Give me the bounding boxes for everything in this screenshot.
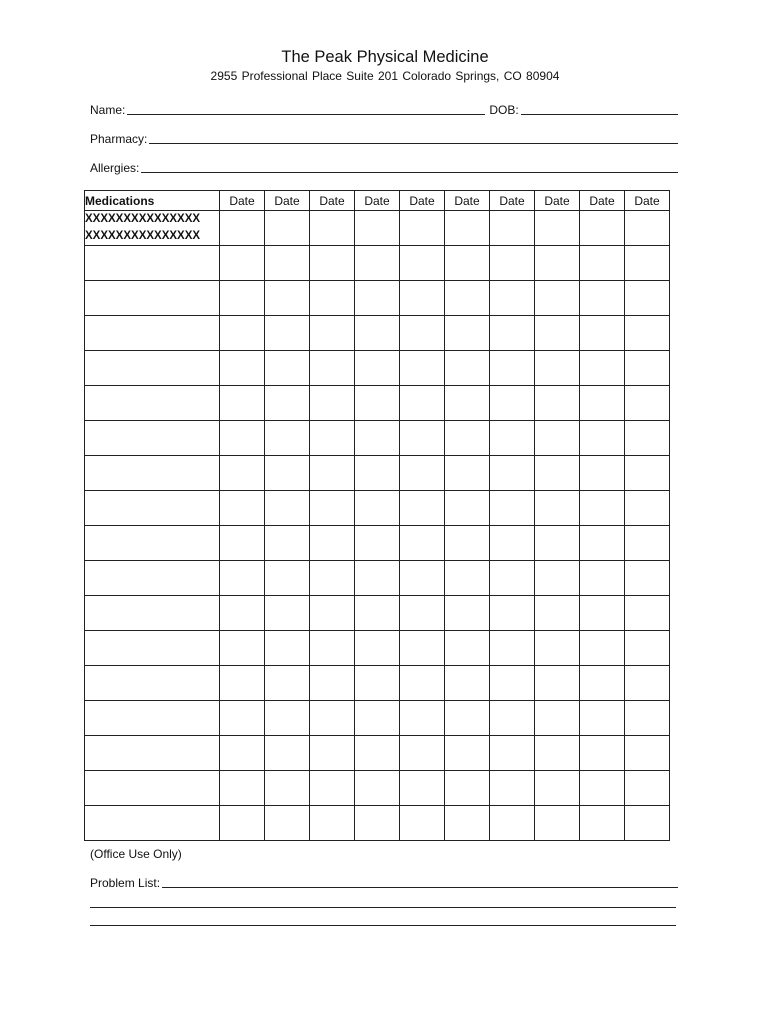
date-cell[interactable] bbox=[400, 386, 445, 421]
table-row bbox=[85, 631, 670, 666]
date-cell[interactable] bbox=[535, 491, 580, 526]
date-cell[interactable] bbox=[490, 211, 535, 246]
date-cell[interactable] bbox=[490, 666, 535, 701]
date-cell[interactable] bbox=[535, 631, 580, 666]
date-cell[interactable] bbox=[310, 631, 355, 666]
date-cell[interactable] bbox=[490, 281, 535, 316]
date-cell[interactable] bbox=[220, 211, 265, 246]
date-cell[interactable] bbox=[445, 421, 490, 456]
date-cell[interactable] bbox=[220, 421, 265, 456]
date-cell[interactable] bbox=[580, 701, 625, 736]
pharmacy-field[interactable] bbox=[149, 142, 678, 144]
date-cell[interactable] bbox=[625, 631, 670, 666]
date-cell[interactable] bbox=[445, 631, 490, 666]
problem-list-line[interactable] bbox=[90, 907, 676, 908]
date-cell[interactable] bbox=[400, 456, 445, 491]
table-row bbox=[85, 491, 670, 526]
date-cell[interactable] bbox=[580, 421, 625, 456]
date-header: Date bbox=[445, 191, 490, 211]
date-cell[interactable] bbox=[220, 631, 265, 666]
date-cell[interactable] bbox=[535, 281, 580, 316]
medication-cell[interactable] bbox=[85, 701, 220, 736]
date-header: Date bbox=[490, 191, 535, 211]
date-cell[interactable] bbox=[580, 456, 625, 491]
date-cell[interactable] bbox=[445, 491, 490, 526]
date-cell[interactable] bbox=[355, 246, 400, 281]
date-cell[interactable] bbox=[400, 631, 445, 666]
date-cell[interactable] bbox=[490, 561, 535, 596]
date-cell[interactable] bbox=[625, 526, 670, 561]
date-cell[interactable] bbox=[445, 526, 490, 561]
name-field[interactable] bbox=[127, 113, 485, 115]
name-dob-row bbox=[90, 103, 678, 117]
date-cell[interactable] bbox=[580, 246, 625, 281]
table-row bbox=[85, 281, 670, 316]
date-cell[interactable] bbox=[265, 736, 310, 771]
date-cell[interactable] bbox=[355, 701, 400, 736]
date-cell[interactable] bbox=[310, 491, 355, 526]
medications-table bbox=[84, 190, 670, 841]
date-cell[interactable] bbox=[535, 421, 580, 456]
medication-cell[interactable] bbox=[85, 211, 220, 246]
date-cell[interactable] bbox=[535, 561, 580, 596]
date-cell[interactable] bbox=[625, 316, 670, 351]
date-cell[interactable] bbox=[310, 351, 355, 386]
medication-cell[interactable] bbox=[85, 806, 220, 841]
date-cell[interactable] bbox=[400, 246, 445, 281]
date-cell[interactable] bbox=[265, 771, 310, 806]
problem-list-field[interactable] bbox=[162, 886, 678, 888]
date-cell[interactable] bbox=[220, 666, 265, 701]
date-cell[interactable] bbox=[490, 421, 535, 456]
date-cell[interactable] bbox=[265, 526, 310, 561]
date-cell[interactable] bbox=[580, 596, 625, 631]
date-cell[interactable] bbox=[220, 491, 265, 526]
date-cell[interactable] bbox=[400, 736, 445, 771]
pharmacy-label: Pharmacy: bbox=[90, 132, 148, 146]
medication-cell[interactable] bbox=[85, 421, 220, 456]
medication-cell[interactable] bbox=[85, 386, 220, 421]
date-cell[interactable] bbox=[310, 316, 355, 351]
date-cell[interactable] bbox=[625, 246, 670, 281]
date-cell[interactable] bbox=[580, 771, 625, 806]
date-cell[interactable] bbox=[220, 596, 265, 631]
date-cell[interactable] bbox=[625, 351, 670, 386]
medication-placeholder-line: XXXXXXXXXXXXXXX bbox=[85, 230, 201, 242]
date-cell[interactable] bbox=[490, 771, 535, 806]
date-cell[interactable] bbox=[310, 736, 355, 771]
table-row bbox=[85, 421, 670, 456]
date-cell[interactable] bbox=[580, 561, 625, 596]
date-cell[interactable] bbox=[265, 281, 310, 316]
date-cell[interactable] bbox=[490, 526, 535, 561]
name-label: Name: bbox=[90, 103, 126, 117]
date-cell[interactable] bbox=[265, 561, 310, 596]
date-cell[interactable] bbox=[445, 456, 490, 491]
date-cell[interactable] bbox=[400, 596, 445, 631]
date-cell[interactable] bbox=[265, 421, 310, 456]
medications-header: Medications bbox=[85, 191, 220, 211]
date-cell[interactable] bbox=[490, 316, 535, 351]
table-row bbox=[85, 596, 670, 631]
date-header: Date bbox=[355, 191, 400, 211]
date-cell[interactable] bbox=[220, 561, 265, 596]
date-cell[interactable] bbox=[445, 561, 490, 596]
date-cell[interactable] bbox=[355, 561, 400, 596]
date-cell[interactable] bbox=[580, 526, 625, 561]
date-cell[interactable] bbox=[355, 386, 400, 421]
date-cell[interactable] bbox=[355, 281, 400, 316]
date-cell[interactable] bbox=[580, 491, 625, 526]
table-row bbox=[85, 211, 670, 246]
date-cell[interactable] bbox=[355, 736, 400, 771]
date-cell[interactable] bbox=[535, 806, 580, 841]
date-cell[interactable] bbox=[490, 631, 535, 666]
date-cell[interactable] bbox=[355, 596, 400, 631]
date-cell[interactable] bbox=[310, 771, 355, 806]
date-cell[interactable] bbox=[400, 526, 445, 561]
date-cell[interactable] bbox=[580, 736, 625, 771]
date-cell[interactable] bbox=[445, 246, 490, 281]
problem-list-label: Problem List: bbox=[90, 876, 161, 890]
date-cell[interactable] bbox=[625, 736, 670, 771]
date-cell[interactable] bbox=[535, 736, 580, 771]
problem-list-line[interactable] bbox=[90, 925, 676, 926]
date-cell[interactable] bbox=[490, 736, 535, 771]
date-cell[interactable] bbox=[355, 526, 400, 561]
dob-label: DOB: bbox=[489, 103, 519, 117]
date-cell[interactable] bbox=[355, 421, 400, 456]
date-cell[interactable] bbox=[310, 596, 355, 631]
date-cell[interactable] bbox=[310, 806, 355, 841]
date-cell[interactable] bbox=[220, 806, 265, 841]
date-cell[interactable] bbox=[265, 246, 310, 281]
date-cell[interactable] bbox=[220, 316, 265, 351]
date-cell[interactable] bbox=[535, 666, 580, 701]
date-cell[interactable] bbox=[535, 526, 580, 561]
date-cell[interactable] bbox=[310, 386, 355, 421]
date-cell[interactable] bbox=[400, 561, 445, 596]
date-cell[interactable] bbox=[400, 806, 445, 841]
date-cell[interactable] bbox=[310, 526, 355, 561]
date-header: Date bbox=[580, 191, 625, 211]
date-header: Date bbox=[220, 191, 265, 211]
date-cell[interactable] bbox=[580, 806, 625, 841]
date-cell[interactable] bbox=[310, 281, 355, 316]
date-cell[interactable] bbox=[220, 351, 265, 386]
table-row bbox=[85, 246, 670, 281]
date-cell[interactable] bbox=[355, 316, 400, 351]
date-header: Date bbox=[535, 191, 580, 211]
date-header: Date bbox=[310, 191, 355, 211]
medication-cell[interactable] bbox=[85, 351, 220, 386]
date-cell[interactable] bbox=[580, 631, 625, 666]
medication-placeholder-line: XXXXXXXXXXXXXXX bbox=[85, 213, 201, 225]
date-cell[interactable] bbox=[355, 351, 400, 386]
date-cell[interactable] bbox=[445, 666, 490, 701]
date-cell[interactable] bbox=[355, 491, 400, 526]
date-cell[interactable] bbox=[310, 246, 355, 281]
date-cell[interactable] bbox=[580, 666, 625, 701]
table-row bbox=[85, 456, 670, 491]
date-cell[interactable] bbox=[625, 771, 670, 806]
table-row bbox=[85, 701, 670, 736]
medication-cell[interactable] bbox=[85, 596, 220, 631]
date-cell[interactable] bbox=[310, 211, 355, 246]
date-cell[interactable] bbox=[490, 491, 535, 526]
medication-cell[interactable] bbox=[85, 561, 220, 596]
date-cell[interactable] bbox=[265, 806, 310, 841]
date-cell[interactable] bbox=[535, 771, 580, 806]
date-cell[interactable] bbox=[265, 211, 310, 246]
table-row bbox=[85, 736, 670, 771]
date-cell[interactable] bbox=[265, 316, 310, 351]
date-cell[interactable] bbox=[220, 246, 265, 281]
date-cell[interactable] bbox=[625, 421, 670, 456]
date-cell[interactable] bbox=[535, 596, 580, 631]
date-cell[interactable] bbox=[400, 421, 445, 456]
date-header: Date bbox=[265, 191, 310, 211]
date-cell[interactable] bbox=[310, 666, 355, 701]
date-cell[interactable] bbox=[625, 456, 670, 491]
date-cell[interactable] bbox=[625, 596, 670, 631]
date-header: Date bbox=[625, 191, 670, 211]
date-cell[interactable] bbox=[535, 316, 580, 351]
date-cell[interactable] bbox=[445, 736, 490, 771]
table-row bbox=[85, 351, 670, 386]
date-cell[interactable] bbox=[445, 281, 490, 316]
date-cell[interactable] bbox=[265, 491, 310, 526]
date-cell[interactable] bbox=[580, 316, 625, 351]
allergies-row bbox=[90, 161, 678, 175]
date-cell[interactable] bbox=[625, 386, 670, 421]
table-row bbox=[85, 666, 670, 701]
date-cell[interactable] bbox=[535, 246, 580, 281]
date-cell[interactable] bbox=[535, 701, 580, 736]
medication-cell[interactable] bbox=[85, 736, 220, 771]
table-row bbox=[85, 806, 670, 841]
date-cell[interactable] bbox=[220, 701, 265, 736]
date-cell[interactable] bbox=[445, 596, 490, 631]
date-cell[interactable] bbox=[220, 386, 265, 421]
date-cell[interactable] bbox=[355, 806, 400, 841]
date-cell[interactable] bbox=[535, 456, 580, 491]
date-cell[interactable] bbox=[625, 211, 670, 246]
date-cell[interactable] bbox=[580, 351, 625, 386]
date-cell[interactable] bbox=[445, 211, 490, 246]
date-cell[interactable] bbox=[535, 351, 580, 386]
date-cell[interactable] bbox=[220, 526, 265, 561]
date-cell[interactable] bbox=[400, 491, 445, 526]
date-cell[interactable] bbox=[220, 281, 265, 316]
date-cell[interactable] bbox=[310, 421, 355, 456]
date-cell[interactable] bbox=[400, 666, 445, 701]
date-cell[interactable] bbox=[490, 351, 535, 386]
medication-cell[interactable] bbox=[85, 631, 220, 666]
date-cell[interactable] bbox=[265, 666, 310, 701]
date-cell[interactable] bbox=[400, 701, 445, 736]
dob-field[interactable] bbox=[521, 113, 678, 115]
date-cell[interactable] bbox=[355, 631, 400, 666]
date-header: Date bbox=[400, 191, 445, 211]
date-cell[interactable] bbox=[220, 736, 265, 771]
date-cell[interactable] bbox=[310, 701, 355, 736]
date-cell[interactable] bbox=[445, 351, 490, 386]
table-row bbox=[85, 561, 670, 596]
medication-cell[interactable] bbox=[85, 246, 220, 281]
date-cell[interactable] bbox=[400, 211, 445, 246]
date-cell[interactable] bbox=[265, 596, 310, 631]
date-cell[interactable] bbox=[625, 281, 670, 316]
date-cell[interactable] bbox=[580, 211, 625, 246]
office-use-label: (Office Use Only) bbox=[90, 847, 182, 861]
table-row bbox=[85, 771, 670, 806]
date-cell[interactable] bbox=[490, 246, 535, 281]
date-cell[interactable] bbox=[355, 666, 400, 701]
date-cell[interactable] bbox=[265, 701, 310, 736]
date-cell[interactable] bbox=[265, 631, 310, 666]
table-row bbox=[85, 526, 670, 561]
table-row bbox=[85, 386, 670, 421]
date-cell[interactable] bbox=[400, 771, 445, 806]
date-cell[interactable] bbox=[625, 561, 670, 596]
date-cell[interactable] bbox=[625, 701, 670, 736]
date-cell[interactable] bbox=[400, 351, 445, 386]
date-cell[interactable] bbox=[490, 386, 535, 421]
date-cell[interactable] bbox=[355, 211, 400, 246]
date-cell[interactable] bbox=[445, 316, 490, 351]
date-cell[interactable] bbox=[580, 281, 625, 316]
date-cell[interactable] bbox=[490, 596, 535, 631]
date-cell[interactable] bbox=[355, 771, 400, 806]
date-cell[interactable] bbox=[265, 351, 310, 386]
date-cell[interactable] bbox=[625, 491, 670, 526]
date-cell[interactable] bbox=[265, 456, 310, 491]
allergies-field[interactable] bbox=[141, 171, 678, 173]
date-cell[interactable] bbox=[445, 386, 490, 421]
date-cell[interactable] bbox=[490, 456, 535, 491]
page-title: The Peak Physical Medicine bbox=[281, 48, 489, 66]
date-cell[interactable] bbox=[355, 456, 400, 491]
problem-list-row bbox=[90, 876, 678, 890]
date-cell[interactable] bbox=[490, 701, 535, 736]
date-cell[interactable] bbox=[580, 386, 625, 421]
date-cell[interactable] bbox=[490, 806, 535, 841]
pharmacy-row bbox=[90, 132, 678, 146]
date-cell[interactable] bbox=[445, 771, 490, 806]
medication-cell[interactable] bbox=[85, 316, 220, 351]
date-cell[interactable] bbox=[220, 456, 265, 491]
date-cell[interactable] bbox=[625, 666, 670, 701]
date-cell[interactable] bbox=[310, 561, 355, 596]
date-cell[interactable] bbox=[535, 386, 580, 421]
date-cell[interactable] bbox=[625, 806, 670, 841]
date-cell[interactable] bbox=[445, 701, 490, 736]
date-cell[interactable] bbox=[220, 771, 265, 806]
date-cell[interactable] bbox=[445, 806, 490, 841]
table-row bbox=[85, 316, 670, 351]
medication-cell[interactable] bbox=[85, 771, 220, 806]
medication-cell[interactable] bbox=[85, 281, 220, 316]
date-cell[interactable] bbox=[310, 456, 355, 491]
medication-cell[interactable] bbox=[85, 526, 220, 561]
date-cell[interactable] bbox=[535, 211, 580, 246]
medication-cell[interactable] bbox=[85, 491, 220, 526]
clinic-address: 2955 Professional Place Suite 201 Colorado Springs, CO 80904 bbox=[210, 69, 560, 83]
table-header-row bbox=[85, 191, 670, 211]
date-cell[interactable] bbox=[400, 316, 445, 351]
allergies-label: Allergies: bbox=[90, 161, 140, 175]
date-cell[interactable] bbox=[400, 281, 445, 316]
date-cell[interactable] bbox=[265, 386, 310, 421]
medication-cell[interactable] bbox=[85, 456, 220, 491]
medication-cell[interactable] bbox=[85, 666, 220, 701]
